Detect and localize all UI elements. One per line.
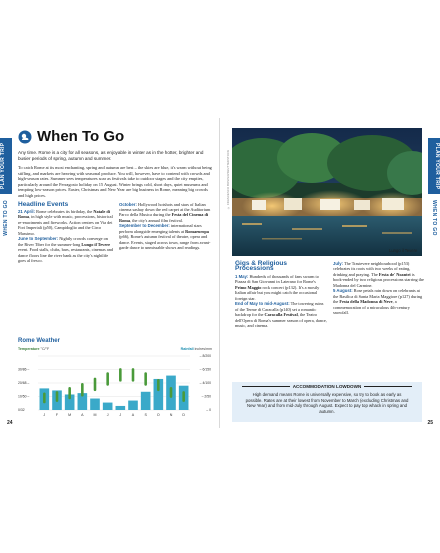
legend-rainfall-label: Rainfall (180, 347, 194, 351)
rainfall-tick-label: – 8/200 (199, 354, 211, 359)
event-date: October: (119, 201, 137, 207)
photo-credit: © FRANCESCO BONINO/SHUTTERSTOCK (227, 150, 230, 210)
event-lungo-il-tevere (18, 236, 113, 263)
event-date: 5 August: (333, 288, 353, 294)
temperature-tick-label: 20/68 – (18, 381, 30, 386)
lede-paragraph: Any time. Rome is a city for all seasons, as enjoyable in winter as in the hotter, brighter and busier periods of spring, autumn and summer. (18, 150, 204, 161)
temperature-range (132, 368, 135, 382)
temperature-range (170, 387, 173, 398)
rainfall-bar (103, 403, 113, 410)
sun-cloud-icon (18, 130, 32, 144)
event-name: Festa della Madonna di Neve (339, 299, 393, 305)
month-tick-label: M (68, 413, 72, 417)
temperature-range (94, 378, 97, 392)
page-gutter (219, 118, 220, 428)
rainfall-bar (116, 406, 126, 410)
accommodation-lowdown-body: High demand means Rome is universally expensive, so try to book as early as possible. Rates are at their lowest from November to March (excluding Christmas and New Year) and from mid-July through August. Expect to pay top whack in spring and autumn. (245, 392, 409, 414)
month-tick-label: M (93, 413, 97, 417)
gigs-column-1 (235, 261, 327, 328)
photo-caption: Lungo il Tevere (389, 248, 418, 253)
month-tick-label: J (119, 413, 122, 417)
event-text: , a commemoration of a miraculous 4th-century snowfall. (333, 299, 410, 316)
rainfall-bar (128, 401, 138, 410)
rainfall-tick-label: – 2/50 (201, 394, 211, 399)
month-tick-label: D (182, 413, 185, 417)
event-text: Rome celebrates its birthday, the (35, 209, 94, 215)
side-tab-plan-your-trip-right: PLAN YOUR TRIP (428, 138, 440, 194)
legend-temperature-unit: °C/°F (39, 347, 50, 351)
event-date: June to September: (18, 236, 59, 242)
accommodation-lowdown-heading-text: ACCOMMODATION LOWDOWN (290, 384, 365, 389)
event-name: Caracalla Festival (264, 312, 298, 318)
event-date: End of May to mid-August: (235, 301, 290, 307)
event-name: Festa del Cinema di Roma (119, 212, 209, 223)
lungo-il-tevere-photo (232, 128, 422, 256)
intro-paragraph: To catch Rome at its most enchanting, spring and autumn are best – the skies are blue, it's warm without being stifling, and markets are heaving with seasonal produce. You will, however, have to contend with crowds and high-season rates. Summer sees temperatures soar as festivals take to outdoor stages and the city empties, particularly around the Ferragosto holiday on 15 August. Winter brings cold, short days, quiet museums and tempting low-season prices. Easter, Christmas and New Year are big business in Rome, meaning big crowds and high prices. (18, 165, 212, 198)
page-number-right: 25 (427, 420, 433, 426)
month-tick-label: A (81, 413, 84, 417)
event-name: Primo Maggio (235, 284, 262, 290)
event-text: (p66), Rome's autumn festival of theatre, opera and dance. Events, staged across town, range from avant-garde dance to unmissable shows and readings. (119, 234, 211, 251)
right-page-content (235, 261, 425, 328)
month-tick-label: O (156, 413, 160, 417)
temperature-range (182, 391, 185, 402)
event-romaeuropa (119, 223, 214, 250)
event-text: rock concert (p132). It's a mostly Italian affair but you might catch the occasional foreign star. (235, 284, 320, 301)
temperature-range (56, 391, 59, 402)
month-tick-label: J (43, 413, 46, 417)
weather-chart (18, 338, 212, 424)
event-name: Romaeuropa (185, 228, 209, 234)
event-festa-de-noantri (333, 261, 425, 288)
weather-chart-plot (18, 352, 212, 424)
temperature-range (81, 383, 84, 397)
side-tab-plan-your-trip-left: PLAN YOUR TRIP (0, 138, 12, 194)
headline-events-columns (18, 202, 214, 264)
headline-column-2 (119, 202, 214, 264)
temperature-range (119, 368, 122, 382)
event-text: is book-ended by two religious processions starring the Madonna del Carmine. (333, 271, 424, 288)
event-text: international stars perform alongside emerging talents at (119, 223, 202, 234)
left-page-content (18, 128, 214, 264)
temperature-range (106, 372, 109, 386)
legend-rainfall (181, 347, 212, 351)
event-text: , the city's annual film festival. (129, 217, 183, 223)
title-row (18, 128, 214, 145)
rainfall-tick-label: – 0 (206, 408, 211, 413)
headline-column-1 (18, 202, 113, 264)
event-text: Hollywood hotshots and stars of Italian cinema sashay down the red carpet at the Auditorium Parco della Musica during the (119, 201, 211, 218)
gigs-columns (235, 261, 425, 328)
event-text: , in high style with music, processions, historical re-enactments and fireworks. Action centres on Via dei Fori Imperiali (p50), Campidoglio and the Circo Massimo. (18, 214, 113, 236)
event-name: Festa de' Noantri (378, 271, 411, 277)
event-date: 1 May: (235, 273, 249, 279)
rainfall-tick-label: – 4/100 (199, 381, 211, 386)
month-tick-label: N (169, 413, 173, 417)
event-date: 21 April: (18, 209, 36, 215)
temperature-tick-label: 0/32 (18, 408, 25, 413)
event-date: September to December: (119, 223, 170, 229)
month-tick-label: A (131, 413, 135, 417)
event-date: July: (333, 261, 344, 266)
legend-temperature-label: Temperature (18, 347, 40, 351)
temperature-range (144, 372, 147, 386)
legend-rainfall-unit: inches/mm (193, 347, 212, 351)
event-madonna-di-neve (333, 288, 425, 315)
event-festa-del-cinema (119, 202, 214, 224)
event-text: , the Teatro dell'Opera di Roma's summer season of opera, dance, music, and cinema. (235, 312, 327, 328)
event-text: Rose petals rain down on celebrants at the Basilica di Santa Maria Maggiore (p127) during the (333, 288, 423, 305)
accommodation-lowdown-box (232, 382, 422, 422)
month-tick-label: S (144, 413, 147, 417)
temperature-tick-label: 30/86 – (18, 367, 30, 372)
temperature-range (68, 387, 71, 399)
headline-events-heading: Headline Events (18, 200, 69, 208)
gigs-column-2 (333, 261, 425, 328)
accommodation-lowdown-heading (232, 384, 422, 389)
gigs-heading: Gigs & Religious Processions (235, 260, 288, 273)
event-text: Hundreds of thousands of fans swarm to Piazza di San Giovanni in Laterano for Rome's (235, 273, 319, 285)
temperature-range (43, 392, 46, 403)
rainfall-bar (141, 392, 151, 410)
event-text: event. Food stalls, clubs, bars, restaurants, cinemas and dance floors line the river bank as the city's nightlife goes al fresco. (18, 247, 113, 264)
month-tick-label: F (55, 413, 59, 417)
event-text: Nightly crowds converge on the River Tiber for the summer-long (18, 236, 108, 247)
event-name: Natale di Roma (18, 209, 110, 220)
side-text-when-to-go-left: WHEN TO GO (3, 200, 9, 236)
event-name: Lungo il Tevere (81, 241, 110, 247)
temperature-tick-label: 10/50 – (18, 394, 30, 399)
page-number-left: 24 (7, 420, 13, 426)
event-text: The Trastevere neighbourhood (p153) celebrates its roots with two weeks of eating, drinking and praying. The (333, 261, 411, 277)
weather-chart-title: Rome Weather (18, 338, 60, 344)
rainfall-bar (90, 399, 100, 410)
event-natale-di-roma (18, 209, 113, 236)
event-caracalla-festival (235, 301, 327, 328)
event-primo-maggio (235, 274, 327, 301)
rainfall-tick-label: – 6/150 (199, 367, 211, 372)
temperature-range (157, 379, 160, 391)
page-title: When To Go (37, 128, 125, 145)
side-text-when-to-go-right: WHEN TO GO (431, 200, 437, 236)
legend-temperature (18, 347, 49, 351)
month-tick-label: J (106, 413, 109, 417)
event-text: The towering ruins of the Terme di Caracalla (p140) set a romantic backdrop for the (235, 301, 324, 318)
